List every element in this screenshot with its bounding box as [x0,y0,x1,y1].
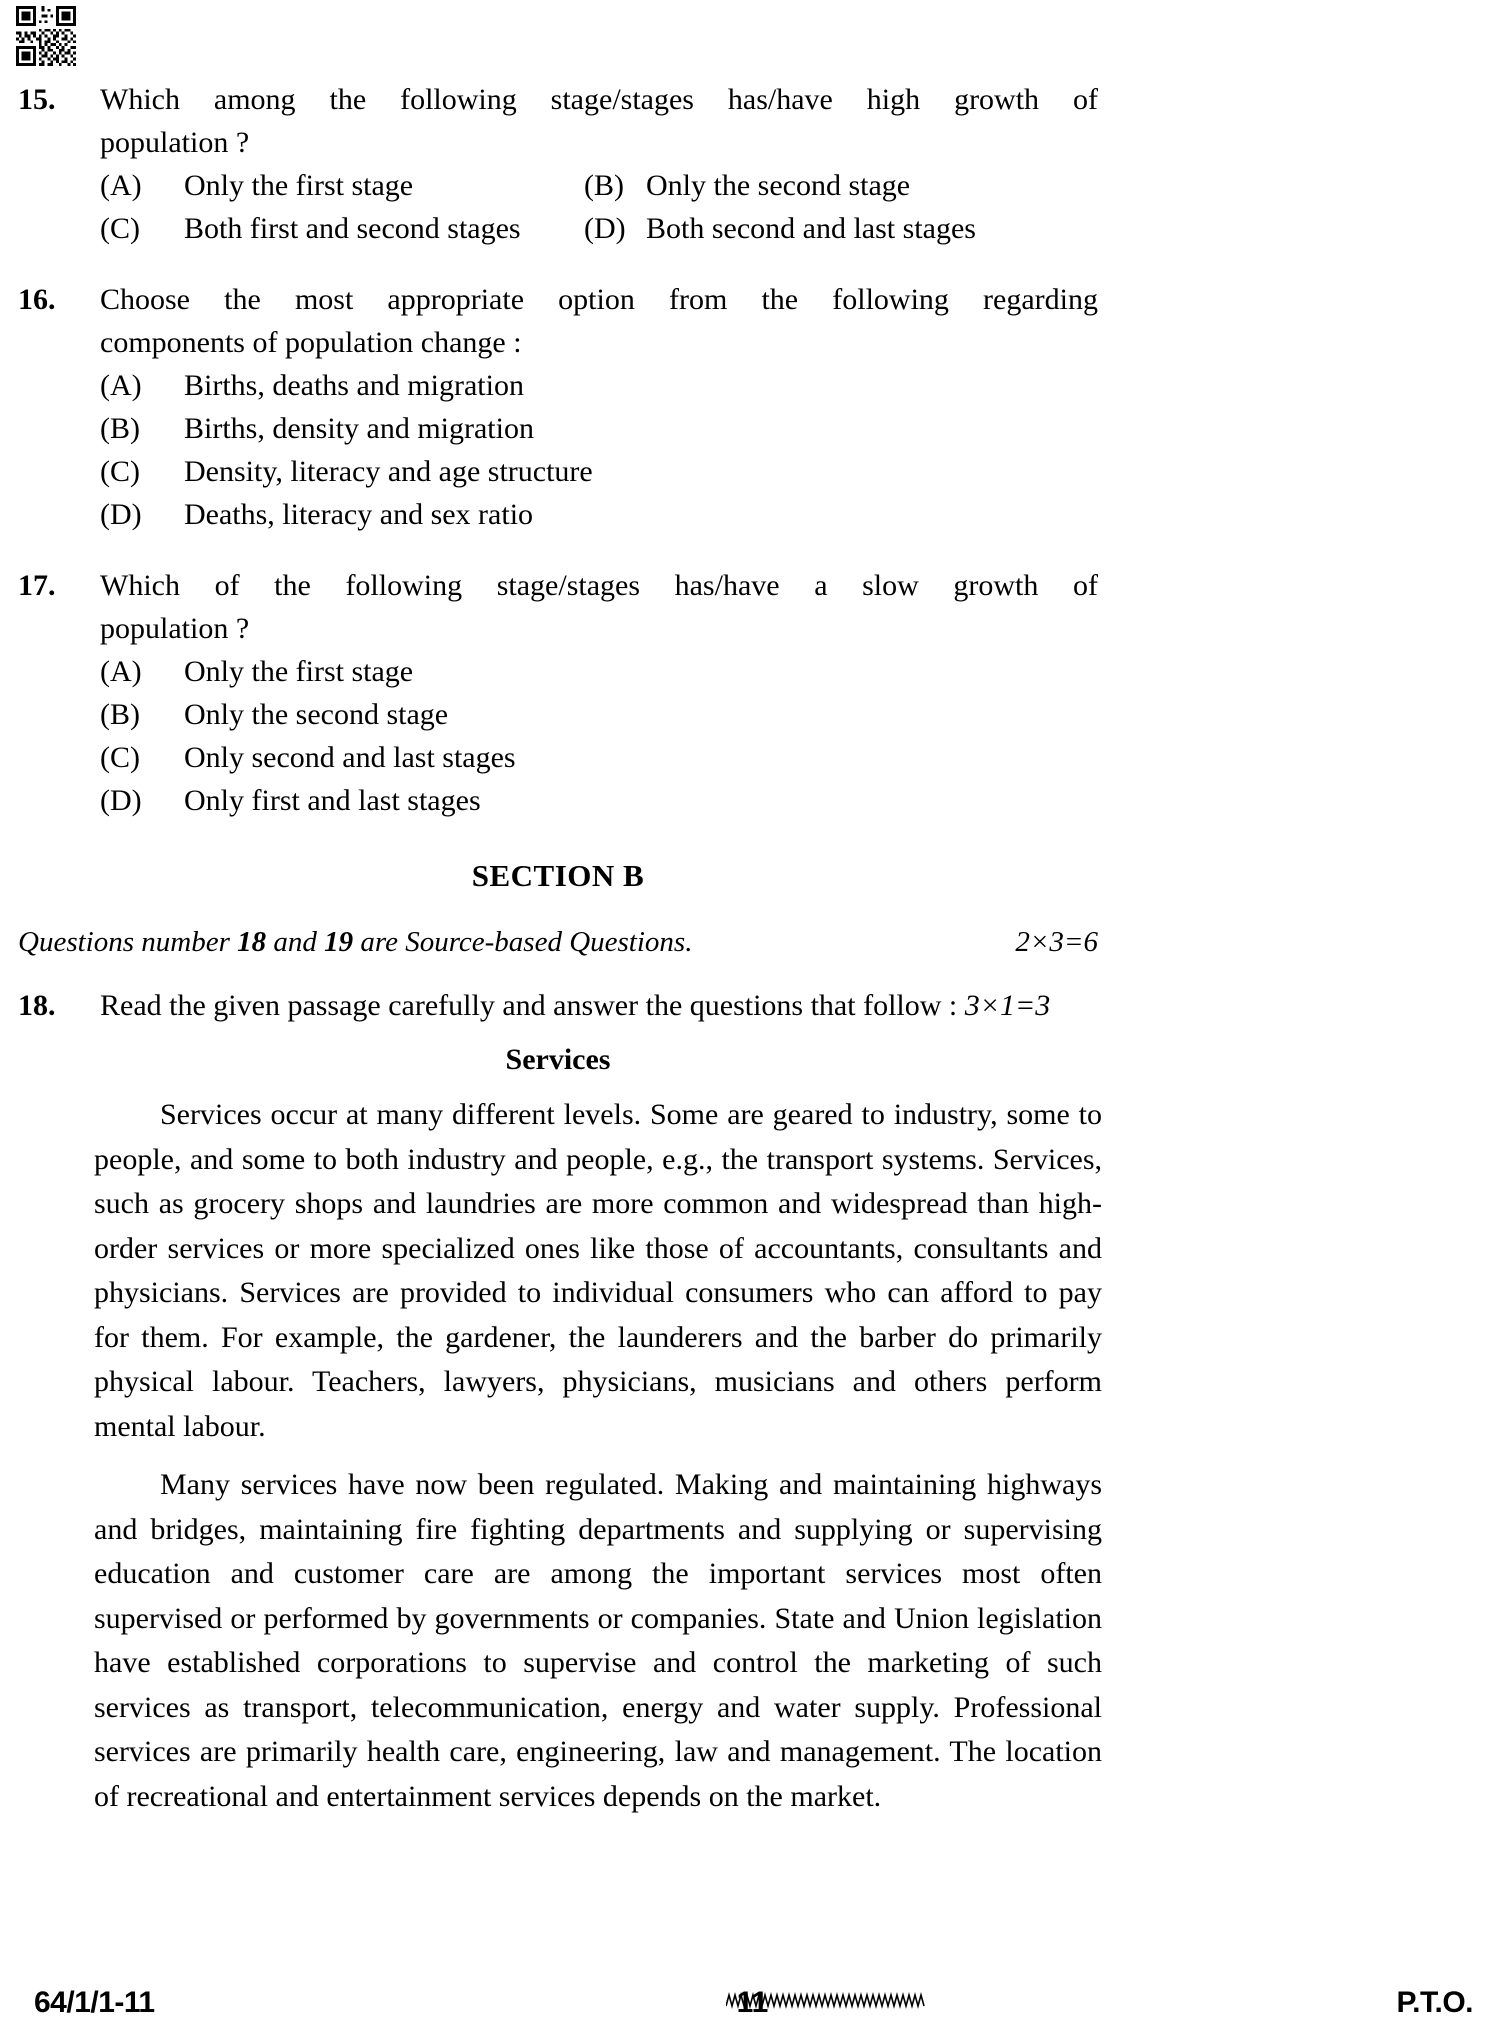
paper-code: 64/1/1-11 [34,1986,155,2019]
instruction-number-18: 18 [237,926,267,958]
section-heading: SECTION B [471,858,645,893]
option-c-label: (C) [100,741,140,774]
option-d[interactable] [100,779,1098,822]
option-c[interactable] [100,736,1098,779]
option-d-text: Deaths, literacy and sex ratio [184,498,534,531]
option-a[interactable] [100,164,584,207]
instruction-mid: and [266,926,325,958]
option-b[interactable] [100,693,1098,736]
question-17 [18,564,1098,822]
question-15-stem-line-2: population ? [100,126,250,159]
option-b-text: Only the second stage [646,169,911,202]
option-d[interactable] [100,493,1098,536]
question-16-number: 16. [18,283,56,316]
option-a-label: (A) [100,169,142,202]
question-15-stem [100,78,1098,164]
question-15-number: 15. [18,83,56,116]
passage-paragraph-1: Services occur at many different levels. Some are geared to industry, some to people, and some to both industry and people, e.g., the transport systems. Services, such as grocery shops and laundries are more common and widespread than high-order services or more specialized ones like those of accountants, consultants and physicians. Services are provided to individual consumers who can afford to pay for them. For example, the gardener, the launderers and the barber do primarily physical labour. Teachers, lawyers, physicians, musicians and others perform mental labour. [94,1098,1102,1443]
question-16 [18,278,1098,536]
question-content [18,78,1102,1819]
option-b-text: Only the second stage [184,698,449,731]
option-b-label: (B) [100,412,140,445]
option-d-text: Only first and last stages [184,784,481,817]
question-15-options [100,164,1098,250]
option-a-text: Only the first stage [184,655,414,688]
option-d-label: (D) [100,784,142,817]
qr-code-icon [16,6,76,66]
question-15 [18,78,1098,250]
option-b-label: (B) [584,169,624,202]
question-16-stem-line-1: Choose the most appropriate option from the following regarding [100,283,1098,316]
question-16-stem [100,278,1098,364]
option-c[interactable] [100,450,1098,493]
question-18-marks: 3×1=3 [964,989,1051,1022]
section-instruction [18,922,1098,962]
option-c-text: Both first and second stages [184,212,521,245]
section-instruction-text [18,922,692,962]
question-17-options [100,650,1098,822]
page-footer [18,1976,1487,2020]
zigzag-rule-icon [726,1990,926,2012]
question-16-options [100,364,1098,536]
question-17-stem-line-1: Which of the following stage/stages has/have a slow growth of [100,569,1098,602]
passage-paragraph-2: Many services have now been regulated. Making and maintaining highways and bridges, maintaining fire fighting departments and supplying or supervising education and customer care are among the important services most often supervised or performed by governments or companies. State and Union legislation have established corporations to supervise and control the marketing of such services as transport, telecommunication, energy and water supply. Professional services are primarily health care, engineering, law and management. The location of recreational and entertainment services depends on the market. [94,1468,1102,1813]
option-d-label: (D) [100,498,142,531]
question-17-number: 17. [18,569,56,602]
question-18-number: 18. [18,989,56,1022]
option-c-label: (C) [100,455,140,488]
option-d[interactable] [584,207,1098,250]
option-c-text: Density, literacy and age structure [184,455,593,488]
question-15-stem-line-1: Which among the following stage/stages has/have high growth of [100,83,1098,116]
section-marks: 2×3=6 [1015,926,1098,958]
question-18-text-wrap [100,984,1050,1027]
page-number: 11 [736,1986,769,2019]
option-a-text: Only the first stage [184,169,414,202]
option-d-text: Both second and last stages [646,212,976,245]
option-b[interactable] [100,407,1098,450]
passage-title: Services [505,1043,611,1076]
option-a-label: (A) [100,655,142,688]
option-a-text: Births, deaths and migration [184,369,524,402]
question-18-text: Read the given passage carefully and answer the questions that follow : [100,989,965,1022]
option-d-label: (D) [584,212,626,245]
question-18 [18,984,1098,1027]
option-b-text: Births, density and migration [184,412,534,445]
instruction-prefix: Questions number [18,926,238,958]
option-b[interactable] [584,164,1098,207]
option-b-label: (B) [100,698,140,731]
option-a[interactable] [100,650,1098,693]
instruction-suffix: are Source-based Questions. [353,926,693,958]
option-a-label: (A) [100,369,142,402]
passage-body [94,1093,1102,1819]
instruction-number-19: 19 [324,926,354,958]
option-c[interactable] [100,207,584,250]
question-17-stem [100,564,1098,650]
option-c-label: (C) [100,212,140,245]
question-16-stem-line-2: components of population change : [100,326,522,359]
question-17-stem-line-2: population ? [100,612,250,645]
option-c-text: Only second and last stages [184,741,516,774]
pto-label: P.T.O. [1396,1986,1473,2019]
option-a[interactable] [100,364,1098,407]
